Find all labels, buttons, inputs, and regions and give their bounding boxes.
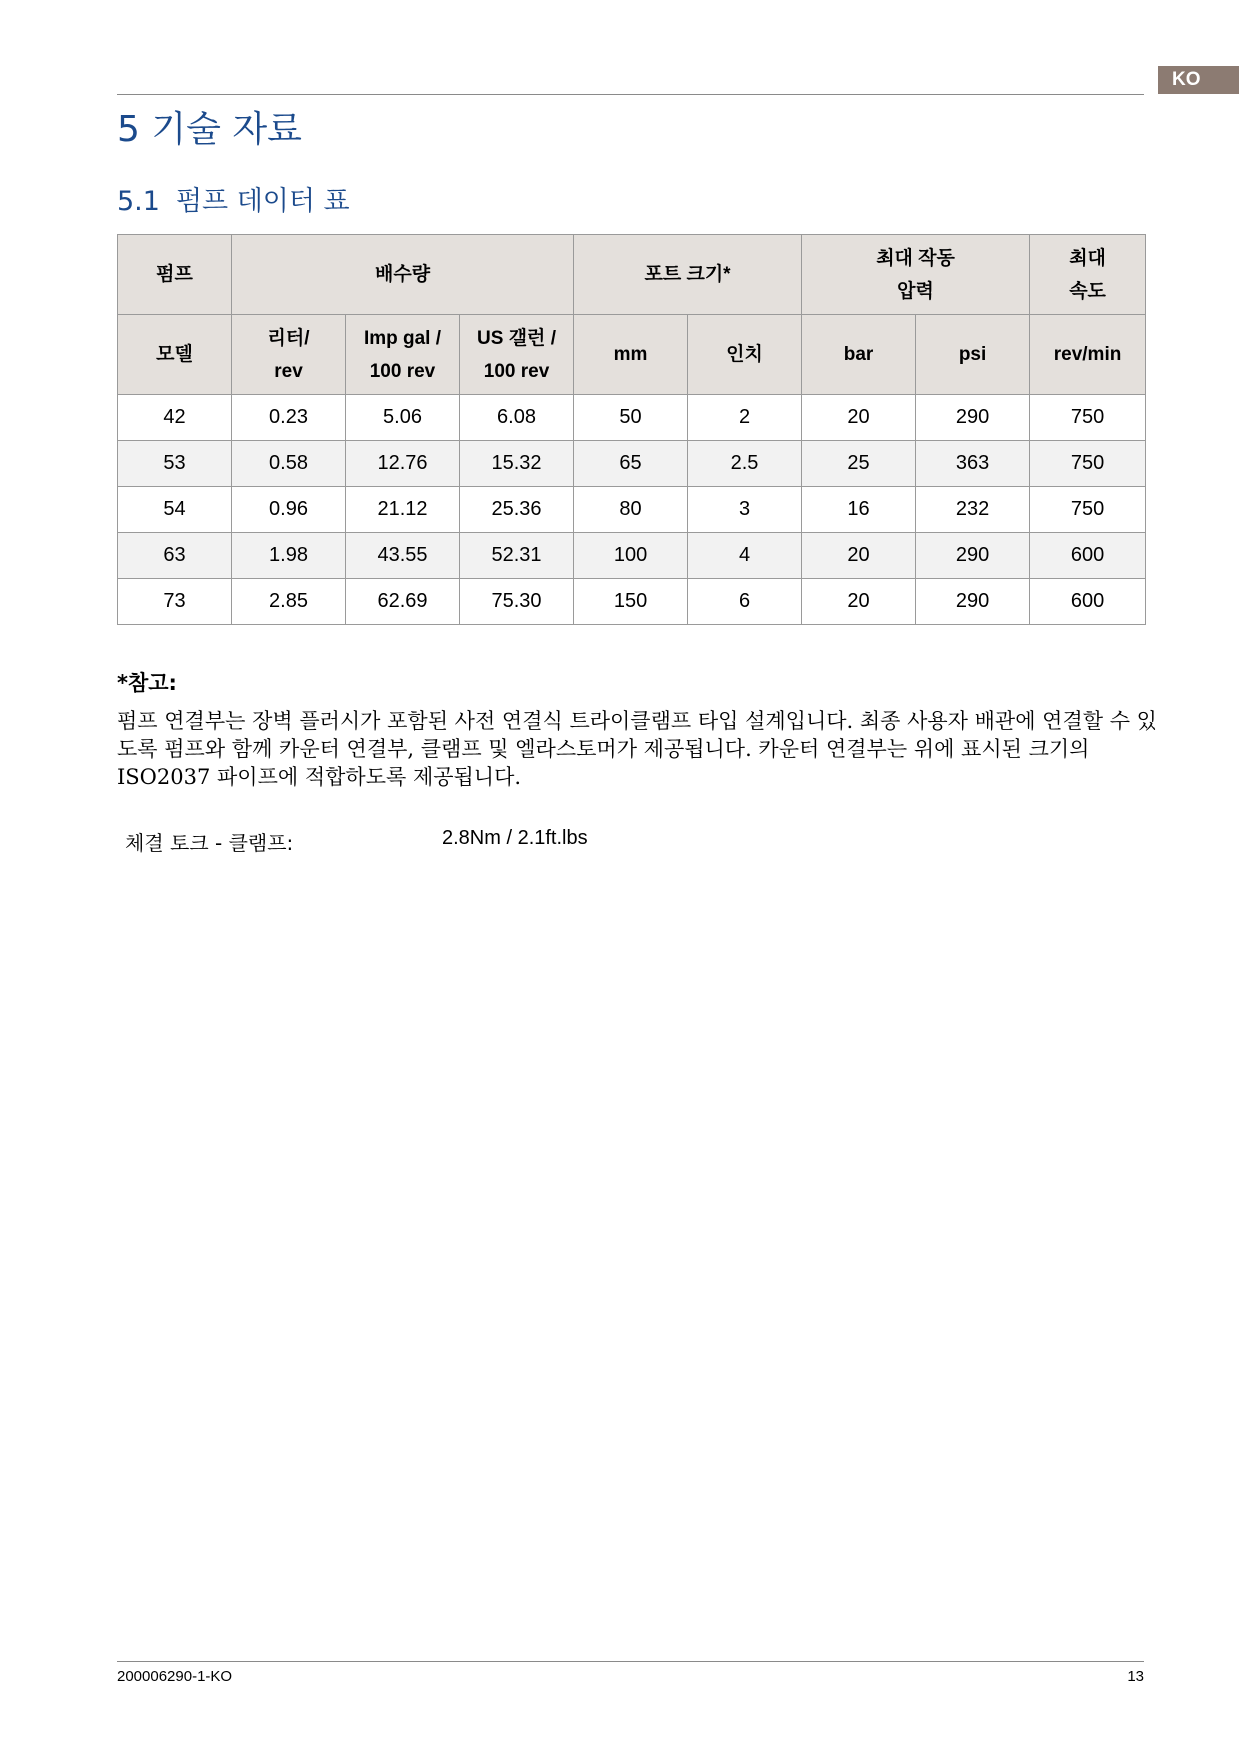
cell-mm: 50 bbox=[574, 395, 688, 441]
header-inch: 인치 bbox=[688, 315, 802, 395]
cell-litre: 0.58 bbox=[232, 441, 346, 487]
header-imp-line2: 100 rev bbox=[369, 360, 436, 382]
cell-revmin: 750 bbox=[1030, 395, 1146, 441]
cell-litre: 0.96 bbox=[232, 487, 346, 533]
header-litre-line1: 리터/ bbox=[267, 327, 310, 349]
cell-litre: 2.85 bbox=[232, 579, 346, 625]
cell-mm: 150 bbox=[574, 579, 688, 625]
cell-litre: 0.23 bbox=[232, 395, 346, 441]
cell-imp-gal: 5.06 bbox=[346, 395, 460, 441]
table-row bbox=[118, 579, 1146, 625]
header-bar: bar bbox=[802, 315, 916, 395]
cell-imp-gal: 12.76 bbox=[346, 441, 460, 487]
cell-psi: 290 bbox=[916, 579, 1030, 625]
cell-inch: 6 bbox=[688, 579, 802, 625]
cell-model: 63 bbox=[118, 533, 232, 579]
language-tab: KO bbox=[1158, 66, 1239, 94]
cell-psi: 363 bbox=[916, 441, 1030, 487]
cell-imp-gal: 43.55 bbox=[346, 533, 460, 579]
cell-us-gal: 75.30 bbox=[460, 579, 574, 625]
cell-mm: 100 bbox=[574, 533, 688, 579]
torque-spec-label: 체결 토크 - 클램프: bbox=[125, 831, 294, 855]
cell-bar: 20 bbox=[802, 533, 916, 579]
cell-us-gal: 6.08 bbox=[460, 395, 574, 441]
page-number: 13 bbox=[1127, 1668, 1144, 1685]
cell-revmin: 600 bbox=[1030, 533, 1146, 579]
header-rule bbox=[117, 94, 1144, 95]
header-port-size: 포트 크기* bbox=[574, 235, 802, 315]
header-max-pressure-line1: 최대 작동 bbox=[876, 247, 955, 269]
cell-mm: 80 bbox=[574, 487, 688, 533]
header-max-speed-line1: 최대 bbox=[1069, 247, 1106, 269]
cell-model: 54 bbox=[118, 487, 232, 533]
subsection-title: 펌프 데이터 표 bbox=[175, 186, 350, 217]
section-heading: 5 기술 자료 bbox=[117, 109, 302, 150]
header-mm: mm bbox=[574, 315, 688, 395]
cell-inch: 2 bbox=[688, 395, 802, 441]
cell-bar: 20 bbox=[802, 395, 916, 441]
header-max-speed-line2: 속도 bbox=[1069, 280, 1106, 302]
header-row-2 bbox=[118, 315, 1146, 395]
pump-data-table bbox=[117, 234, 1146, 625]
cell-inch: 2.5 bbox=[688, 441, 802, 487]
document-number: 200006290-1-KO bbox=[117, 1668, 233, 1685]
subsection-heading bbox=[117, 182, 350, 222]
cell-psi: 232 bbox=[916, 487, 1030, 533]
cell-bar: 25 bbox=[802, 441, 916, 487]
cell-us-gal: 25.36 bbox=[460, 487, 574, 533]
cell-revmin: 600 bbox=[1030, 579, 1146, 625]
header-psi: psi bbox=[916, 315, 1030, 395]
cell-inch: 3 bbox=[688, 487, 802, 533]
header-us-line2: 100 rev bbox=[483, 360, 550, 382]
cell-inch: 4 bbox=[688, 533, 802, 579]
table-row bbox=[118, 441, 1146, 487]
cell-revmin: 750 bbox=[1030, 487, 1146, 533]
header-row-1 bbox=[118, 235, 1146, 315]
header-model: 모델 bbox=[118, 315, 232, 395]
torque-spec bbox=[125, 827, 588, 856]
header-litre bbox=[232, 315, 346, 395]
cell-litre: 1.98 bbox=[232, 533, 346, 579]
cell-model: 42 bbox=[118, 395, 232, 441]
table-row bbox=[118, 487, 1146, 533]
header-imp-line1: Imp gal / bbox=[363, 327, 442, 349]
header-us-line1: US 갤런 / bbox=[477, 327, 556, 349]
cell-revmin: 750 bbox=[1030, 441, 1146, 487]
cell-imp-gal: 21.12 bbox=[346, 487, 460, 533]
table-row bbox=[118, 395, 1146, 441]
torque-spec-value: 2.8Nm / 2.1ft.lbs bbox=[442, 827, 588, 849]
table-row bbox=[118, 533, 1146, 579]
header-max-speed bbox=[1030, 235, 1146, 315]
cell-model: 73 bbox=[118, 579, 232, 625]
note-body: 펌프 연결부는 장벽 플러시가 포함된 사전 연결식 트라이클램프 타입 설계입니다. 최종 사용자 배관에 연결할 수 있도록 펌프와 함께 카운터 연결부, 클램프 및 엘라스토머가 제공됩니다. 카운터 연결부는 위에 표시된 크기의 ISO2037 파이프에 적합하도록 제공됩니다. bbox=[117, 709, 1157, 789]
header-pump: 펌프 bbox=[118, 235, 232, 315]
header-litre-line2: rev bbox=[274, 360, 303, 382]
cell-bar: 16 bbox=[802, 487, 916, 533]
header-max-pressure bbox=[802, 235, 1030, 315]
cell-bar: 20 bbox=[802, 579, 916, 625]
header-max-pressure-line2: 압력 bbox=[897, 280, 934, 302]
header-revmin: rev/min bbox=[1030, 315, 1146, 395]
header-imp-gal bbox=[346, 315, 460, 395]
cell-mm: 65 bbox=[574, 441, 688, 487]
note-title: *참고: bbox=[117, 671, 177, 695]
footer-rule bbox=[117, 1661, 1144, 1662]
cell-imp-gal: 62.69 bbox=[346, 579, 460, 625]
header-us-gal bbox=[460, 315, 574, 395]
cell-psi: 290 bbox=[916, 533, 1030, 579]
cell-us-gal: 52.31 bbox=[460, 533, 574, 579]
subsection-number: 5.1 bbox=[117, 186, 160, 217]
cell-psi: 290 bbox=[916, 395, 1030, 441]
cell-us-gal: 15.32 bbox=[460, 441, 574, 487]
cell-model: 53 bbox=[118, 441, 232, 487]
header-displacement: 배수량 bbox=[232, 235, 574, 315]
